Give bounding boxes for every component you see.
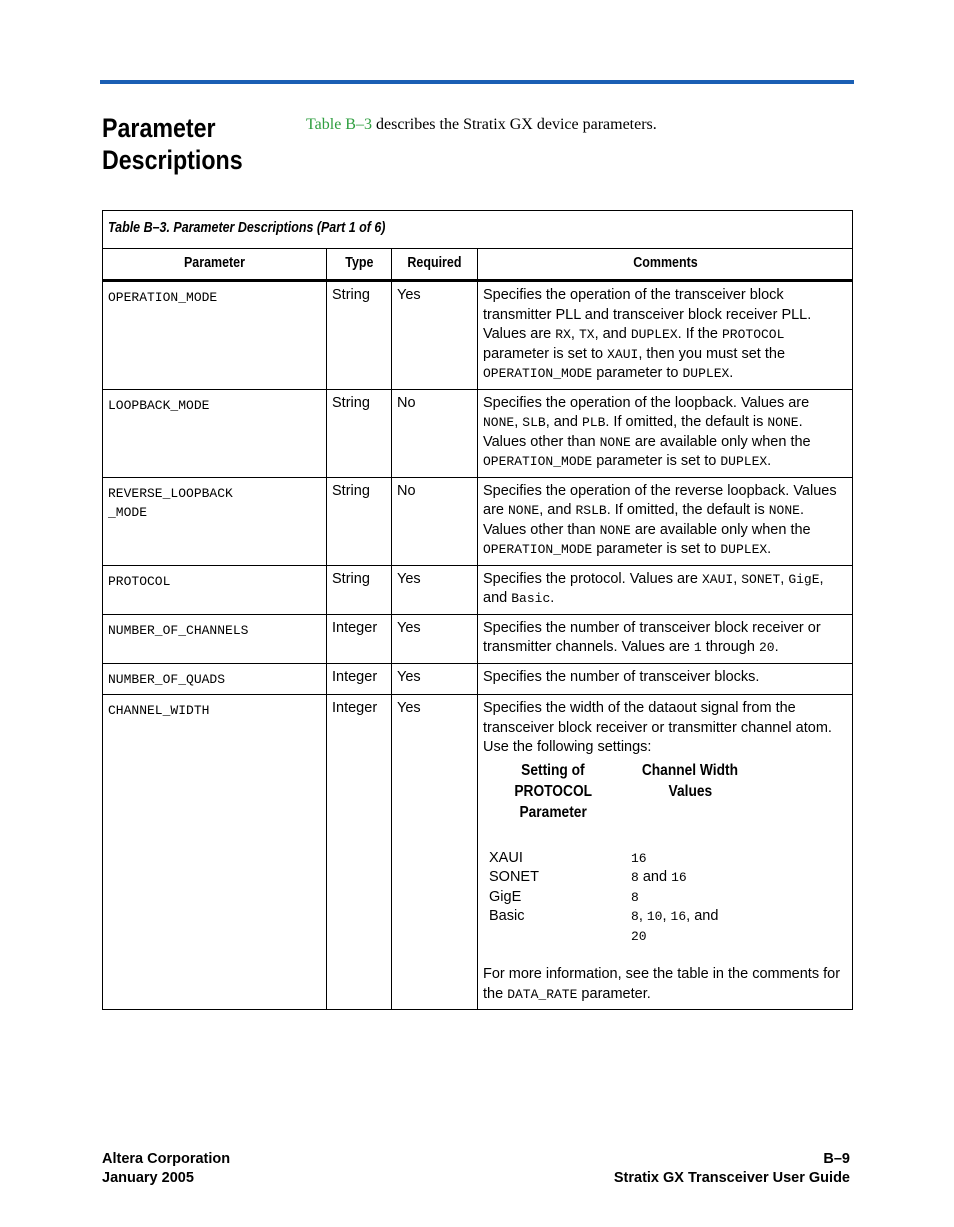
- comment-text: through: [701, 639, 759, 655]
- code-value: DUPLEX: [630, 327, 678, 342]
- header-comments: Comments: [478, 249, 853, 281]
- param-required: Yes: [392, 695, 478, 1010]
- width-values: [631, 868, 831, 888]
- table-row: [103, 565, 853, 614]
- code-value: PLB: [581, 415, 606, 430]
- comment-text: Specifies the number of transceiver block receiver or transmitter channels. Values are: [483, 619, 821, 655]
- param-comment: [478, 389, 853, 477]
- comment-text: and: [638, 869, 672, 885]
- code-value: NONE: [599, 522, 631, 538]
- param-name: CHANNEL_WIDTH: [103, 695, 327, 1010]
- comment-text: .: [550, 590, 555, 606]
- param-name: LOOPBACK_MODE: [103, 389, 327, 477]
- table-row: [103, 695, 853, 1010]
- comment-text: ,: [662, 908, 671, 924]
- comment-text: , and: [539, 502, 576, 518]
- param-type: String: [327, 281, 392, 390]
- heading-line-2: Descriptions: [102, 145, 243, 175]
- header-required: Required: [392, 249, 478, 281]
- intro-text: describes the Stratix GX device parameters.: [371, 116, 657, 133]
- sub-header-width: Channel Width Values: [641, 761, 739, 800]
- code-value: DUPLEX: [720, 542, 768, 557]
- param-type: String: [327, 389, 392, 477]
- param-comment: [478, 614, 853, 663]
- code-value: DUPLEX: [720, 454, 768, 469]
- code-value: XAUI: [701, 571, 734, 587]
- comment-text: .: [767, 453, 772, 469]
- code-value: NONE: [768, 503, 800, 518]
- parameter-table: [102, 210, 853, 1010]
- width-values: [631, 907, 831, 946]
- settings-row: [483, 888, 847, 908]
- header-parameter: Parameter: [103, 249, 327, 281]
- footer-guide-title: Stratix GX Transceiver User Guide: [613, 1170, 850, 1186]
- heading-line-1: Parameter: [102, 113, 216, 143]
- param-comment: [478, 281, 853, 390]
- param-name: OPERATION_MODE: [103, 281, 327, 390]
- footer-right: [614, 1150, 850, 1188]
- param-name: NUMBER_OF_CHANNELS: [103, 614, 327, 663]
- sub-header-protocol: Setting of PROTOCOL Parameter: [514, 761, 592, 821]
- comment-text: .: [729, 365, 734, 381]
- comment-text: Specifies the operation of the reverse loopback. Values are: [483, 482, 837, 518]
- comment-text: . If the: [677, 326, 722, 342]
- param-required: Yes: [392, 281, 478, 390]
- param-comment: [478, 663, 853, 695]
- comment-text: . If omitted, the default is: [606, 502, 769, 518]
- comment-text: parameter is set to: [592, 541, 721, 557]
- code-value: OPERATION_MODE: [483, 454, 593, 469]
- footer-left: [102, 1150, 230, 1188]
- comment-text: parameter to: [592, 365, 683, 381]
- code-value: NONE: [508, 503, 540, 518]
- param-type: Integer: [327, 614, 392, 663]
- comment-text: . If omitted, the default is: [605, 414, 768, 430]
- comment-text: are available only when the: [630, 521, 811, 538]
- param-comment: [478, 477, 853, 565]
- code-value: DATA_RATE: [507, 986, 578, 1002]
- comment-text: , and: [594, 326, 631, 342]
- param-name: NUMBER_OF_QUADS: [103, 663, 327, 695]
- param-type: String: [327, 477, 392, 565]
- comment-text: , and: [483, 570, 824, 606]
- comment-text: ,: [570, 326, 579, 342]
- comment-text: . Values other than: [483, 502, 804, 538]
- code-value: 10: [646, 909, 663, 924]
- width-values: [631, 888, 831, 908]
- protocol-setting: GigE: [489, 888, 522, 905]
- comment-text: parameter.: [577, 985, 651, 1002]
- param-comment: [478, 565, 853, 614]
- comment-text: are available only when the: [630, 433, 811, 450]
- code-value: 16: [631, 850, 647, 866]
- protocol-setting: SONET: [489, 869, 539, 885]
- code-value: Basic: [511, 591, 551, 606]
- intro-paragraph: [306, 116, 657, 134]
- comment-text: , and: [686, 908, 719, 924]
- code-value: 8: [631, 909, 639, 924]
- code-value: RX: [555, 327, 571, 342]
- code-value: SONET: [741, 571, 781, 587]
- code-value: 20: [631, 928, 647, 944]
- channel-width-intro: Specifies the width of the dataout signal from the transceiver block receiver or transmitter channel atom. Use the following settings:: [483, 700, 832, 755]
- table-row: [103, 281, 853, 390]
- settings-row: [483, 849, 847, 869]
- param-name: PROTOCOL: [103, 565, 327, 614]
- settings-subtable-header: [483, 760, 847, 823]
- code-value: NONE: [767, 415, 799, 430]
- param-type: String: [327, 565, 392, 614]
- code-value: NONE: [483, 415, 515, 430]
- comment-text: .: [774, 639, 779, 655]
- comment-text: .: [767, 541, 772, 557]
- code-value: TX: [578, 327, 595, 342]
- channel-width-outro: [483, 965, 847, 1004]
- comment-text: Specifies the operation of the loopback. Values are: [483, 394, 810, 411]
- comment-text: Specifies the protocol. Values are: [483, 570, 702, 587]
- comment-text: ,: [780, 570, 789, 587]
- param-required: Yes: [392, 614, 478, 663]
- page-number: B–9: [823, 1151, 850, 1167]
- comment-text: ,: [638, 908, 647, 924]
- code-value: 20: [758, 640, 775, 655]
- code-value: SLB: [522, 415, 546, 430]
- param-type: Integer: [327, 695, 392, 1010]
- table-caption: Table B–3. Parameter Descriptions (Part 1 of 6): [103, 211, 853, 249]
- param-type: Integer: [327, 663, 392, 695]
- param-required: No: [392, 477, 478, 565]
- comment-text: , and: [545, 414, 582, 430]
- settings-row: [483, 907, 847, 946]
- code-value: 8: [631, 889, 639, 905]
- table-row: [103, 614, 853, 663]
- table-row: [103, 477, 853, 565]
- code-value: RSLB: [575, 503, 607, 518]
- code-value: NONE: [599, 434, 631, 450]
- param-required: Yes: [392, 663, 478, 695]
- table-link[interactable]: Table B–3: [306, 116, 372, 133]
- comment-text: parameter is set to: [483, 345, 608, 362]
- header-type: Type: [327, 249, 392, 281]
- code-value: 8: [631, 870, 639, 885]
- code-value: 16: [671, 870, 687, 885]
- width-values: [631, 849, 831, 869]
- footer-company: Altera Corporation: [102, 1151, 231, 1167]
- code-value: 16: [670, 909, 687, 924]
- comment-text: parameter is set to: [592, 453, 721, 469]
- protocol-setting: XAUI: [489, 849, 523, 866]
- settings-row: [483, 868, 847, 888]
- comment-text: ,: [514, 414, 523, 430]
- param-required: No: [392, 389, 478, 477]
- code-value: OPERATION_MODE: [483, 366, 593, 381]
- code-value: GigE: [788, 571, 820, 587]
- code-value: DUPLEX: [682, 366, 730, 381]
- comment-text: Specifies the number of transceiver blocks.: [483, 668, 760, 685]
- code-value: XAUI: [607, 346, 639, 362]
- param-comment: [478, 695, 853, 1010]
- settings-subtable: [483, 849, 847, 947]
- comment-text: . Values other than: [483, 414, 803, 450]
- code-value: 1: [693, 640, 702, 655]
- code-value: OPERATION_MODE: [483, 542, 593, 557]
- comment-text: ,: [733, 570, 742, 587]
- param-name: REVERSE_LOOPBACK _MODE: [103, 477, 327, 565]
- top-rule: [100, 80, 854, 84]
- code-value: PROTOCOL: [722, 327, 785, 342]
- comment-text: For more information, see the table in the comments for the: [483, 966, 841, 1002]
- table-row: [103, 389, 853, 477]
- comment-text: Specifies the operation of the transceiver block transmitter PLL and transceiver block receiver PLL. Values are: [483, 287, 812, 342]
- table-row: [103, 663, 853, 695]
- param-required: Yes: [392, 565, 478, 614]
- section-heading: [102, 112, 274, 176]
- comment-text: , then you must set the: [638, 345, 786, 362]
- footer-date: January 2005: [102, 1170, 194, 1186]
- protocol-setting: Basic: [489, 908, 525, 924]
